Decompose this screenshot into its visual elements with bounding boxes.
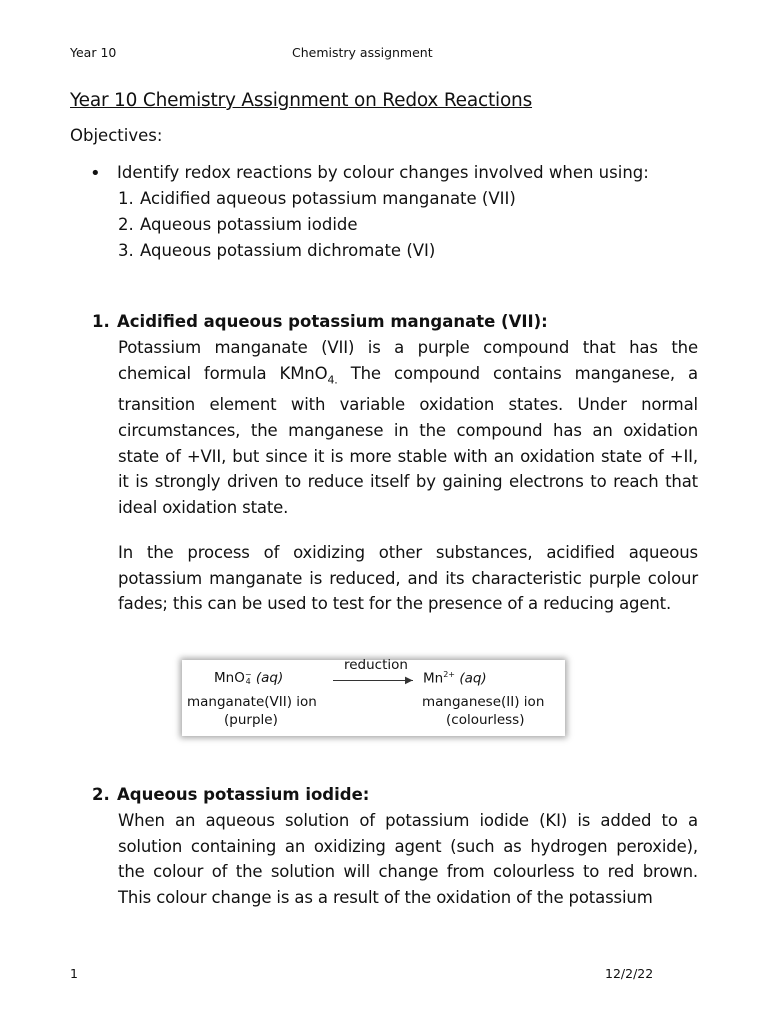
header-center: Chemistry assignment <box>292 45 433 60</box>
section-2-paragraph: When an aqueous solution of potassium iodide (KI) is added to a solution containing an oxidizing agent (such as hydrogen peroxide), the colour of the solution will change from colourless to red brown. This colour change is as a result of the oxidation of the potassium <box>118 811 698 907</box>
arrow-line <box>333 680 413 681</box>
section-2-heading <box>92 785 369 804</box>
product-name: manganese(II) ion <box>422 694 545 710</box>
objectives-label: Objectives: <box>70 126 163 145</box>
section-1-heading <box>92 312 548 331</box>
objective-bullet <box>90 163 649 185</box>
section-1-paragraph-1: Potassium manganate (VII) is a purple compound that has the chemical formula KMnO$_{4.}$ The compound contains manganese, a transition element with variable oxidation states. Under normal circumstances, the manganese in the compound has an oxidation state of +VII, but since it is more stable with an oxidation state of +II, it is strongly driven to reduce itself by gaining electrons to reach that ideal oxidation state. <box>118 338 698 517</box>
section-1-title: Acidified aqueous potassium manganate (VII): <box>117 312 548 331</box>
product-formula: $Mn^{2+}$ (aq) <box>423 670 487 687</box>
arrow-label: reduction <box>344 657 408 673</box>
objective-list <box>118 188 516 266</box>
objective-bullet-text: Identify redox reactions by colour changes involved when using: <box>117 163 649 182</box>
section-2-number: 2. <box>92 785 110 804</box>
product-colour: (colourless) <box>446 712 525 728</box>
reactant-formula: MnO− 4 (aq) <box>214 670 284 686</box>
list-item: 3. Aqueous potassium dichromate (VI) <box>118 241 436 260</box>
arrow-right-icon: ▶ <box>405 675 413 686</box>
page-title: Year 10 Chemistry Assignment on Redox Reactions <box>70 90 533 111</box>
list-item: 2. Aqueous potassium iodide <box>118 215 358 234</box>
page-number: 1 <box>70 966 78 981</box>
section-2-title: Aqueous potassium iodide: <box>117 785 370 804</box>
section-1-number: 1. <box>92 312 110 331</box>
reactant-colour: (purple) <box>224 712 278 728</box>
reactant-name: manganate(VII) ion <box>187 694 317 710</box>
header-left: Year 10 <box>70 45 117 60</box>
bullet-icon: • <box>90 163 101 184</box>
footer-date: 12/2/22 <box>605 966 654 981</box>
section-1-paragraph-2: In the process of oxidizing other substances, acidified aqueous potassium manganate is reduced, and its characteristic purple colour fades; this can be used to test for the presence of a reducing agent. <box>118 543 698 614</box>
list-item: 1. Acidified aqueous potassium manganate (VII) <box>118 189 516 208</box>
